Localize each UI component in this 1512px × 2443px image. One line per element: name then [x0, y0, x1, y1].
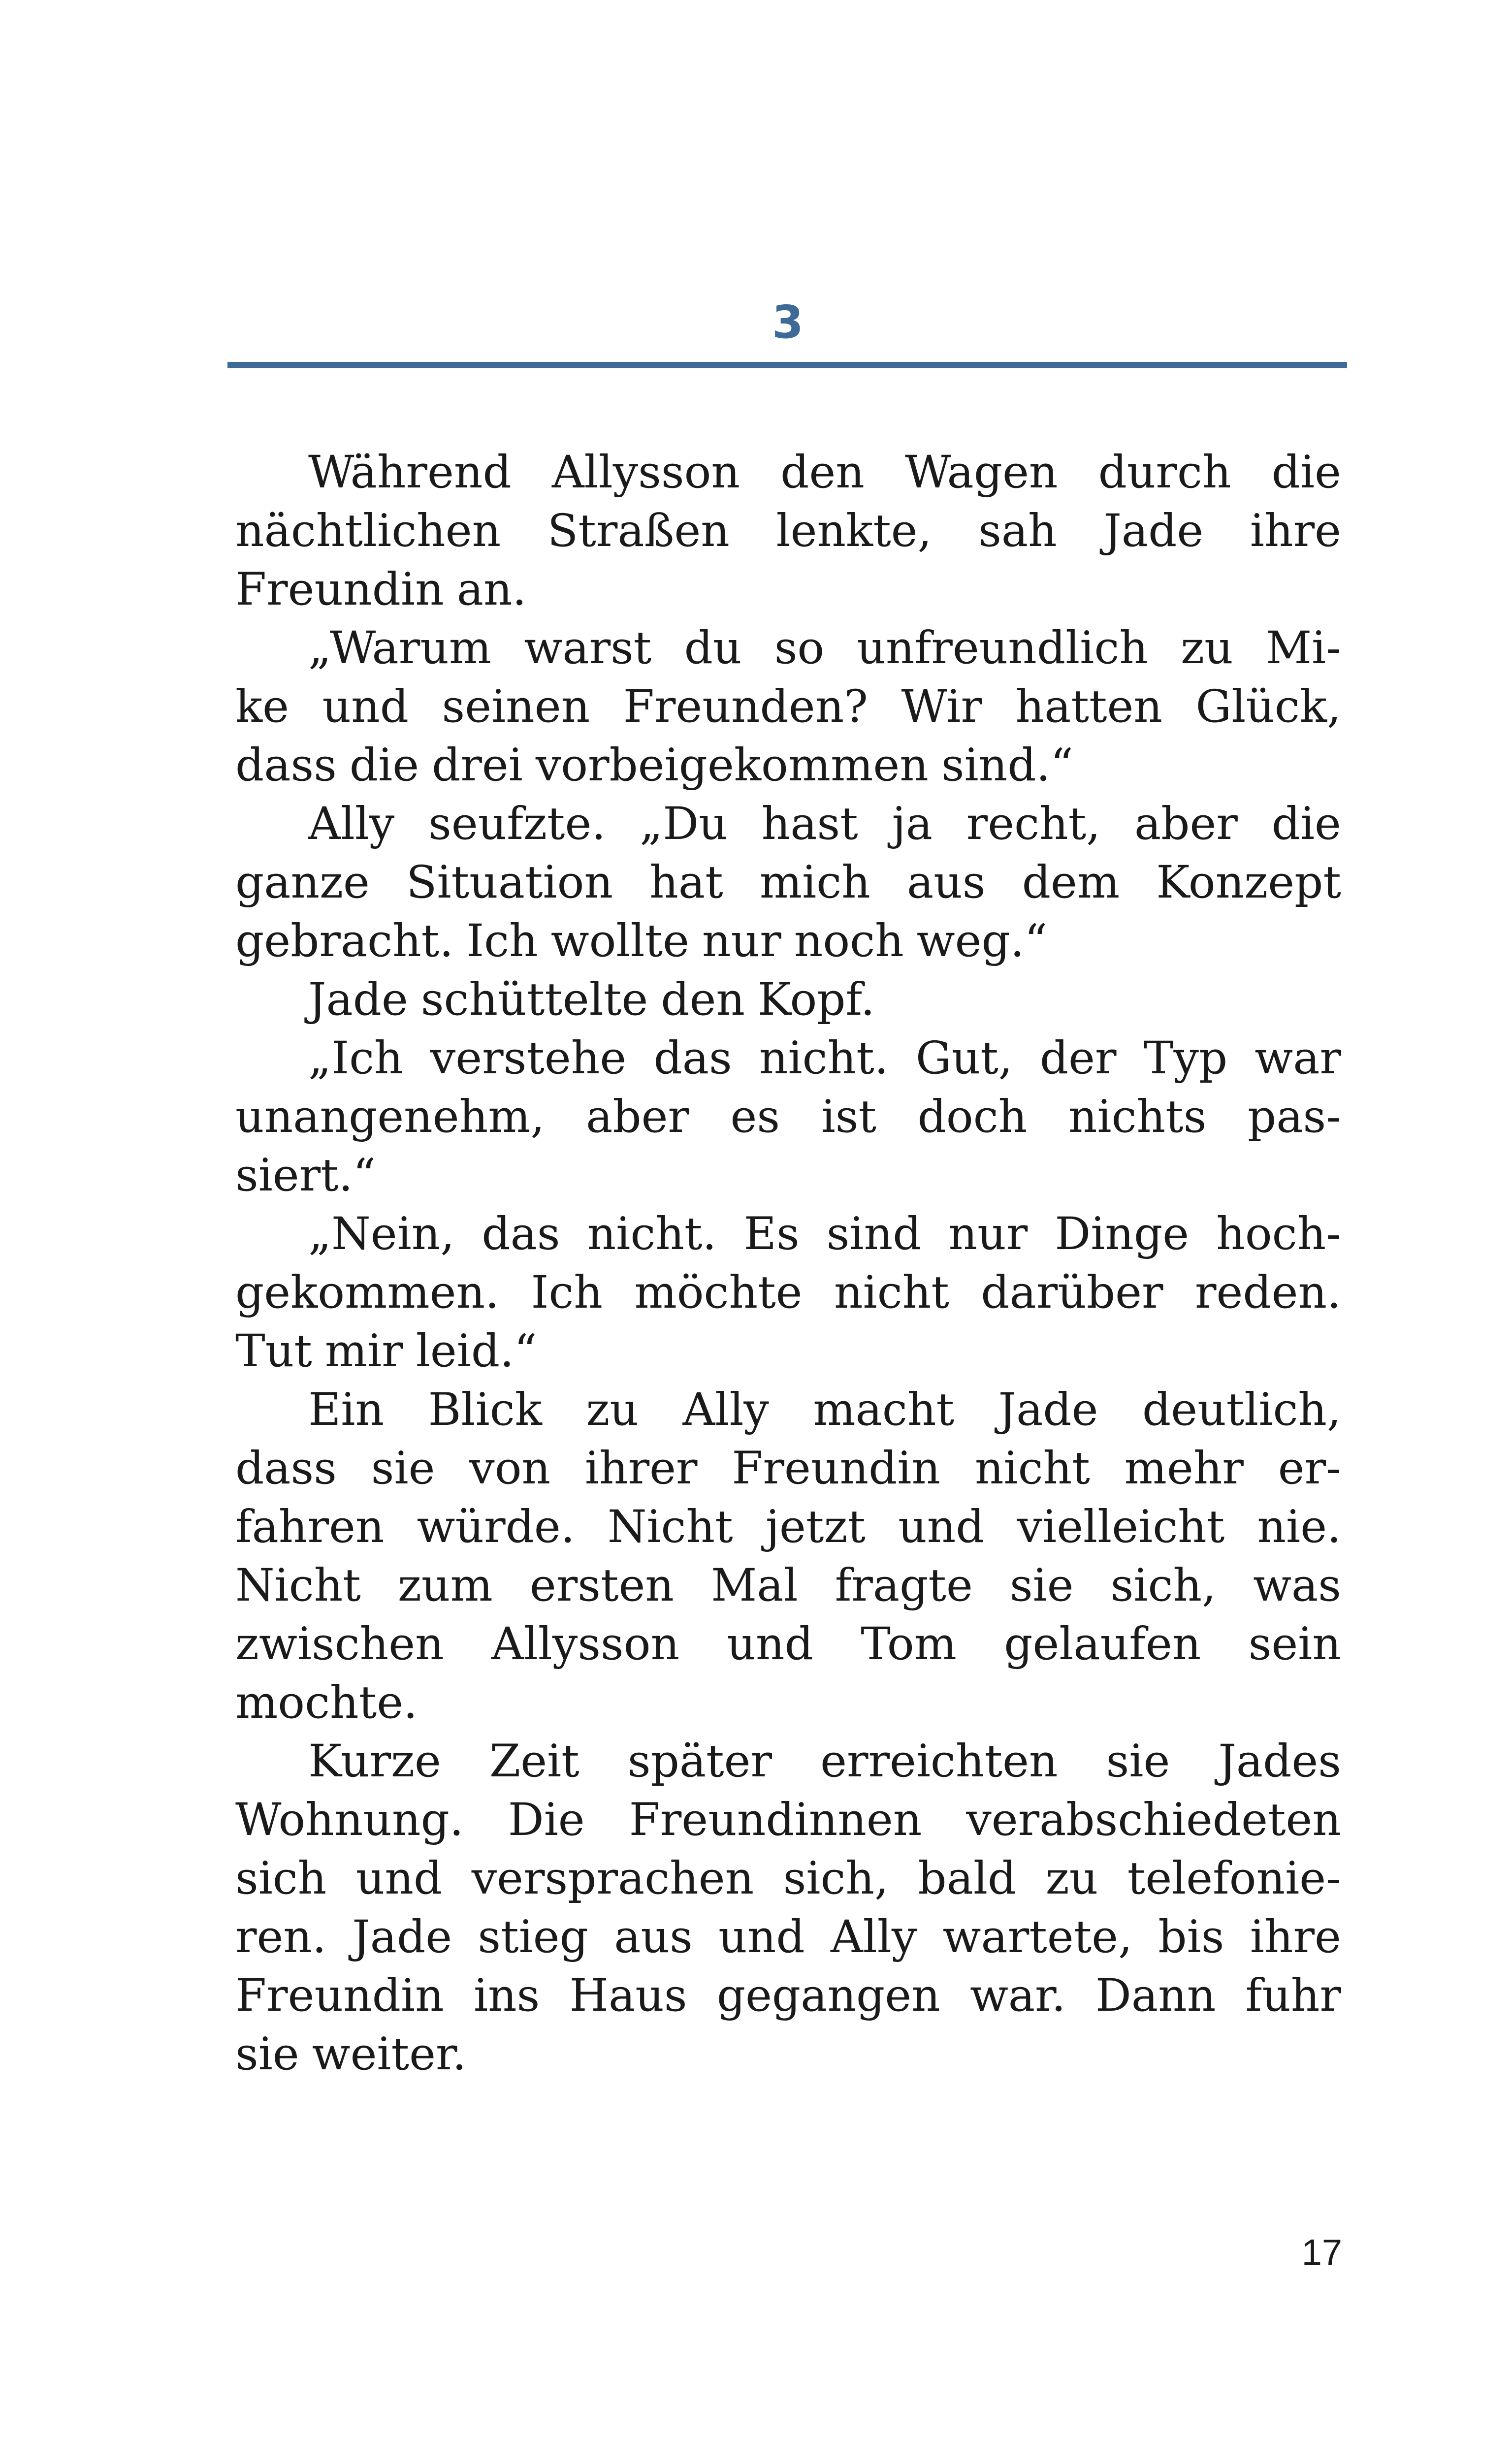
text-line: Freundin an.	[235, 564, 527, 615]
text-line: „Nein, das nicht. Es sind nur Dinge hoch-	[308, 1208, 1341, 1260]
paragraph	[235, 619, 1341, 795]
paragraph	[235, 1205, 1341, 1381]
paragraph	[235, 970, 1341, 1029]
text-line: dass sie von ihrer Freundin nicht mehr er-	[235, 1443, 1341, 1494]
paragraph	[235, 1381, 1341, 1732]
chapter-body	[235, 443, 1341, 2084]
text-line: mochte.	[235, 1677, 418, 1729]
text-line: Wohnung. Die Freundinnen verabschiedeten	[235, 1794, 1341, 1846]
text-line: Kurze Zeit später erreichten sie Jades	[308, 1736, 1341, 1787]
paragraph	[235, 795, 1341, 970]
text-line: gekommen. Ich möchte nicht darüber reden.	[235, 1267, 1341, 1318]
text-line: siert.“	[235, 1150, 376, 1201]
text-line: zwischen Allysson und Tom gelaufen sein	[235, 1618, 1341, 1670]
paragraph	[235, 1732, 1341, 2084]
text-line: Ein Blick zu Ally macht Jade deutlich,	[308, 1384, 1341, 1436]
page-number: 17	[1301, 2232, 1342, 2273]
text-line: sie weiter.	[235, 2028, 467, 2080]
text-line: sich und versprachen sich, bald zu telefonie-	[235, 1853, 1341, 1904]
text-line: unangenehm, aber es ist doch nichts pas-	[235, 1091, 1341, 1143]
chapter-divider	[227, 362, 1347, 368]
text-line: „Ich verstehe das nicht. Gut, der Typ war	[308, 1032, 1341, 1084]
text-line: ren. Jade stieg aus und Ally wartete, bis ihre	[235, 1911, 1341, 1963]
text-line: ke und seinen Freunden? Wir hatten Glück,	[235, 681, 1341, 733]
text-line: dass die drei vorbeigekommen sind.“	[235, 739, 1073, 791]
text-line: ganze Situation hat mich aus dem Konzept	[235, 857, 1341, 908]
text-line: Tut mir leid.“	[235, 1325, 537, 1377]
text-line: Ally seufzte. „Du hast ja recht, aber die	[308, 798, 1341, 850]
text-line: fahren würde. Nicht jetzt und vielleicht nie.	[235, 1501, 1341, 1553]
text-line: „Warum warst du so unfreundlich zu Mi-	[308, 622, 1341, 674]
text-line: Freundin ins Haus gegangen war. Dann fuhr	[235, 1970, 1341, 2022]
text-line: gebracht. Ich wollte nur noch weg.“	[235, 915, 1048, 967]
chapter-number: 3	[772, 296, 804, 349]
text-line: Während Allysson den Wagen durch die	[308, 447, 1341, 498]
text-line: Nicht zum ersten Mal fragte sie sich, was	[235, 1560, 1341, 1611]
paragraph	[235, 443, 1341, 619]
text-line: nächtlichen Straßen lenkte, sah Jade ihre	[235, 505, 1341, 557]
paragraph	[235, 1029, 1341, 1205]
text-line: Jade schüttelte den Kopf.	[308, 974, 875, 1026]
